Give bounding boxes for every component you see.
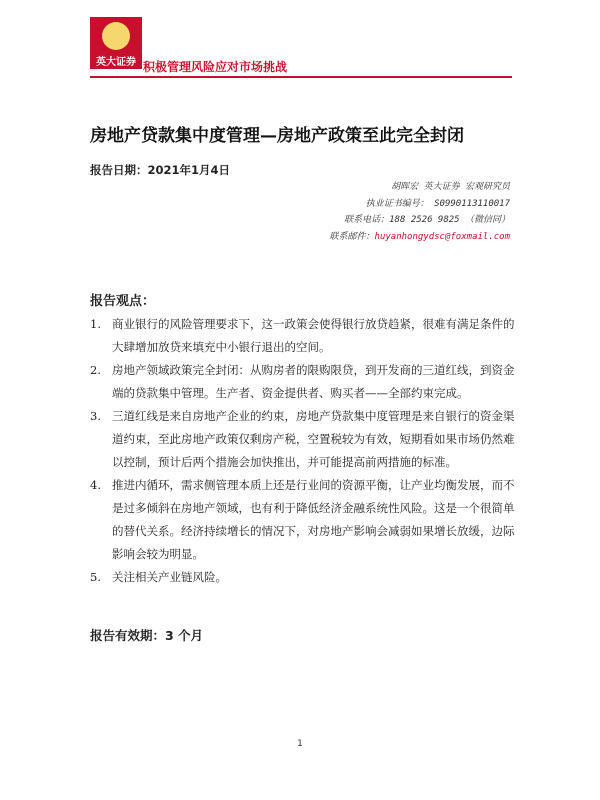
list-item-number: 3. [90,409,101,423]
analyst-contact-block [330,179,510,245]
report-validity: 报告有效期：3 个月 [90,628,204,643]
list-item-text: 房地产领域政策完全封闭：从购房者的限购限贷，到开发商的三道红线，到资金端的贷款集中管理。生产者、资金提供者、购买者——全部约束完成。 [112,363,515,400]
list-item [90,474,520,566]
page-number: 1 [297,739,303,749]
header-divider [90,76,512,78]
analyst-name: 胡晖宏 英大证券 宏观研究员 [391,182,510,192]
list-item-text: 推进内循环，需求侧管理本质上还是行业间的资源平衡，让产业均衡发展，而不是过多倾斜在房地产领域，也有利于降低经济金融系统性风险。这是一个很简单的替代关系。经济持续增长的情况下，对房地产影响会减弱如果增长放缓，边际影响会较为明显。 [112,478,515,561]
contact-phone: 联系电话：188 2526 9825 （微信同） [344,215,510,225]
list-item [90,405,520,474]
license-number: 执业证书编号： S0990113110017 [365,198,510,209]
list-item-number: 1. [90,317,101,331]
list-item-number: 5. [90,570,101,584]
section-title-report-views: 报告观点： [90,294,156,309]
email-link[interactable]: huyanhongydsc@foxmail.com [374,231,510,242]
list-item-number: 2. [90,363,101,377]
company-logo [90,17,142,69]
list-item [90,566,520,589]
list-item-number: 4. [90,478,101,492]
header-slogan: 积极管理风险应对市场挑战 [143,60,288,74]
report-title: 房地产贷款集中度管理—房地产政策至此完全封闭 [90,126,464,146]
list-item-text: 三道红线是来自房地产企业的约束，房地产贷款集中度管理是来自银行的资金渠道约束，至此房地产政策仅剩房产税，空置税较为有效，短期看如果市场仍然难以控制，预计后两个措施会加快推出，并可能提高前两措施的标准。 [112,409,515,469]
list-item-text: 关注相关产业链风险。 [112,570,227,584]
email-label: 联系邮件： [329,231,375,242]
list-item-text: 商业银行的风险管理要求下，这一政策会使得银行放贷趋紧，很难有满足条件的大肆增加放贷来填充中小银行退出的空间。 [112,317,515,354]
list-item [90,313,520,359]
logo-text: 英大证券 [96,57,136,68]
logo-emblem-icon [102,22,130,50]
list-item [90,359,520,405]
report-points-list [90,313,520,589]
report-date: 报告日期：2021年1月4日 [90,163,231,177]
contact-email-row [330,229,510,246]
